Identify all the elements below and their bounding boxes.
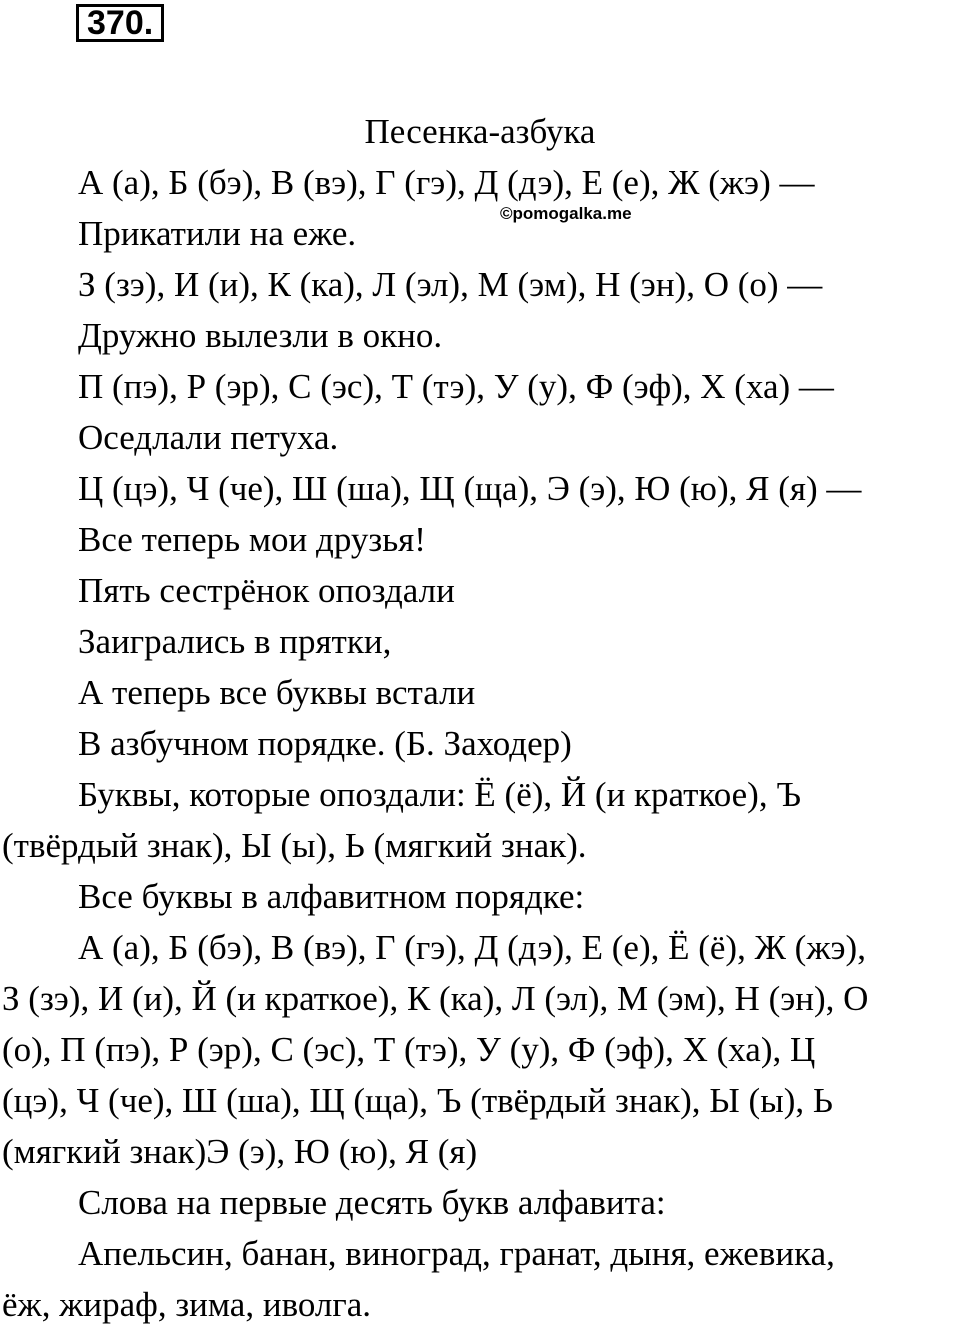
alphabet-heading: Все буквы в алфавитном порядке: (78, 877, 585, 916)
alphabet-line: (о), П (пэ), Р (эр), С (эс), Т (тэ), У (у), Ф (эф), Х (ха), Ц (2, 1030, 816, 1069)
words-line: ёж, жираф, зима, иволга. (2, 1285, 372, 1324)
poem-line: А (а), Б (бэ), В (вэ), Г (гэ), Д (дэ), Е (е), Ж (жэ) — (78, 163, 815, 202)
watermark: ©pomogalka.me (500, 204, 632, 223)
poem-line: З (зэ), И (и), К (ка), Л (эл), М (эм), Н (эн), О (о) — (78, 265, 823, 304)
words-line: Апельсин, банан, виноград, гранат, дыня, ежевика, (78, 1234, 835, 1273)
alphabet-line: (цэ), Ч (че), Ш (ша), Щ (ща), Ъ (твёрдый знак), Ы (ы), Ь (2, 1081, 833, 1120)
poem-line: Оседлали петуха. (78, 418, 339, 457)
poem-line: Заигрались в прятки, (78, 622, 392, 661)
late-letters-line: Буквы, которые опоздали: Ё (ё), Й (и краткое), Ъ (78, 775, 802, 814)
poem-title: Песенка-азбука (364, 112, 596, 151)
poem-line: Дружно вылезли в окно. (78, 316, 443, 355)
late-letters-line: (твёрдый знак), Ы (ы), Ь (мягкий знак). (2, 826, 587, 865)
poem-line: Пять сестрёнок опоздали (78, 571, 455, 610)
poem-line: Все теперь мои друзья! (78, 520, 426, 559)
alphabet-line: (мягкий знак)Э (э), Ю (ю), Я (я) (2, 1132, 478, 1171)
poem-line: В азбучном порядке. (Б. Заходер) (78, 724, 572, 763)
alphabet-line: А (а), Б (бэ), В (вэ), Г (гэ), Д (дэ), Е (е), Ё (ё), Ж (жэ), (78, 928, 866, 967)
poem-line: Ц (цэ), Ч (че), Ш (ша), Щ (ща), Э (э), Ю (ю), Я (я) — (78, 469, 862, 508)
exercise-number: 370. (76, 4, 164, 42)
poem-line: Прикатили на еже. (78, 214, 357, 253)
poem-line: А теперь все буквы встали (78, 673, 476, 712)
alphabet-line: З (зэ), И (и), Й (и краткое), К (ка), Л (эл), М (эм), Н (эн), О (2, 979, 869, 1018)
words-heading: Слова на первые десять букв алфавита: (78, 1183, 666, 1222)
poem-line: П (пэ), Р (эр), С (эс), Т (тэ), У (у), Ф (эф), Х (ха) — (78, 367, 834, 406)
